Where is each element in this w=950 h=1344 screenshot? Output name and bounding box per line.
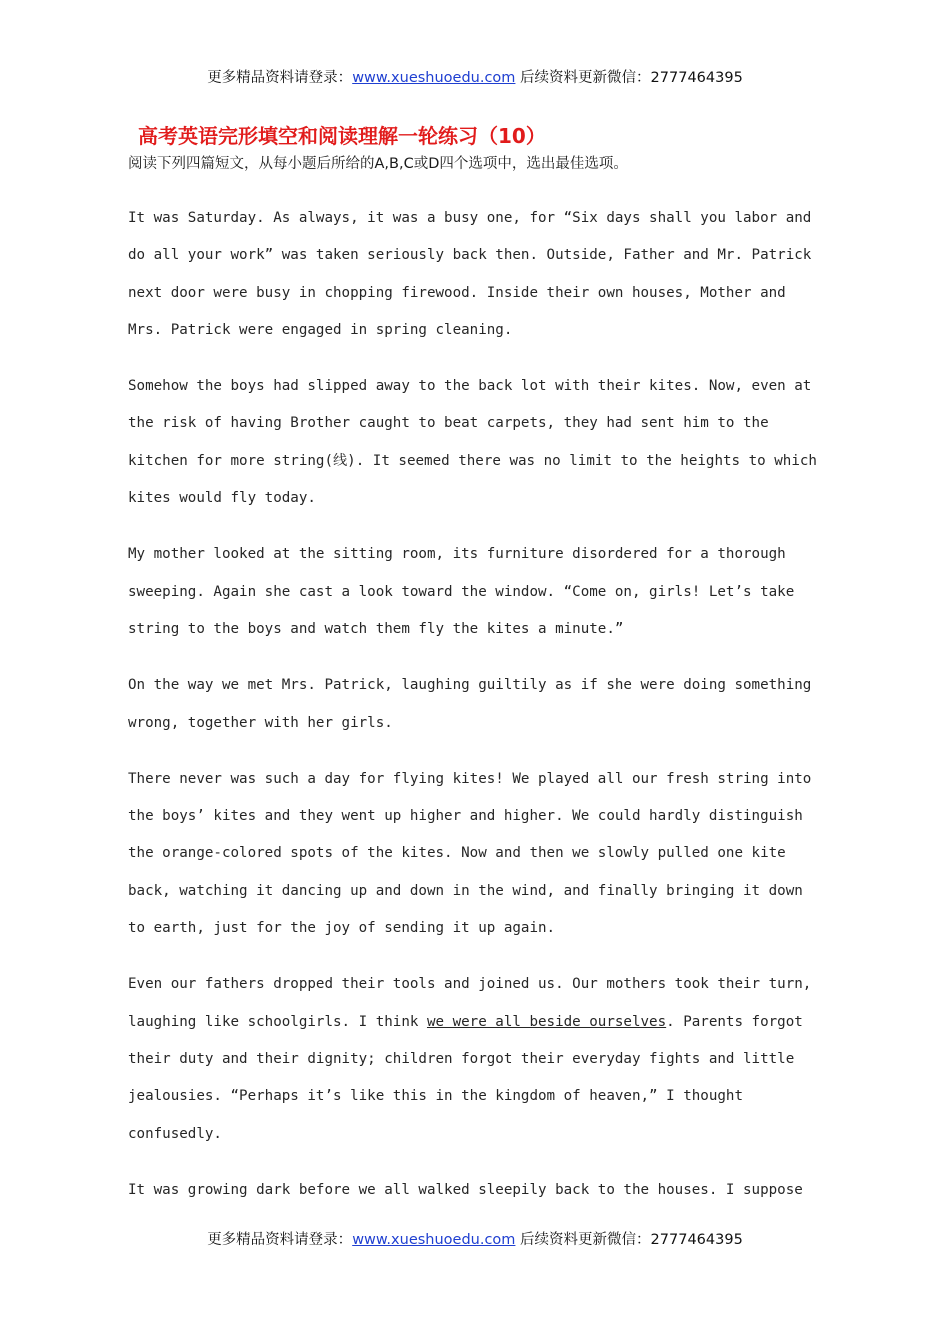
- page-title: 高考英语完形填空和阅读理解一轮练习（10）: [138, 124, 546, 148]
- paragraph-1: [128, 205, 818, 354]
- line-text: . Parents forgot: [666, 1013, 803, 1030]
- paragraph-line: jealousies. “Perhaps it’s like this in the kingdom of heaven,” I thought: [128, 1088, 743, 1105]
- paragraph-line: their duty and their dignity; children forgot their everyday fights and little: [128, 1050, 795, 1067]
- line-text: laughing like schoolgirls. I think: [128, 1013, 427, 1030]
- paragraph-line: kitchen for more string(线). It seemed there was no limit to the heights to which: [128, 452, 817, 469]
- footer-website-link[interactable]: www.xueshuoedu.com: [352, 1232, 516, 1248]
- reading-passage: [128, 205, 818, 1233]
- paragraph-line: Even our fathers dropped their tools and joined us. Our mothers took their turn,: [128, 976, 812, 993]
- underlined-phrase: we were all beside ourselves: [426, 1013, 667, 1030]
- paragraph-line: It was Saturday. As always, it was a busy one, for “Six days shall you labor and: [128, 210, 812, 226]
- paragraph-line: the boys’ kites and they went up higher and higher. We could hardly distinguish: [128, 808, 803, 825]
- paragraph-4: [128, 672, 818, 747]
- footer-suffix: 后续资料更新微信：2777464395: [515, 1232, 743, 1248]
- header-website-link[interactable]: www.xueshuoedu.com: [352, 70, 516, 86]
- paragraph-7: [128, 1177, 818, 1214]
- paragraph-line: sweeping. Again she cast a look toward the window. “Come on, girls! Let’s take: [128, 583, 795, 600]
- paragraph-line: back, watching it dancing up and down in the wind, and finally bringing it down: [128, 882, 803, 899]
- paragraph-line: string to the boys and watch them fly the kites a minute.”: [128, 620, 624, 637]
- instruction-text: 阅读下列四篇短文，从每小题后所给的A,B,C或D四个选项中，选出最佳选项。: [128, 156, 628, 172]
- paragraph-2: [128, 373, 818, 522]
- paragraph-line: On the way we met Mrs. Patrick, laughing guiltily as if she were doing something: [128, 677, 812, 694]
- header-suffix: 后续资料更新微信：2777464395: [515, 70, 743, 86]
- header-prefix: 更多精品资料请登录：: [207, 70, 353, 86]
- paragraph-line: the risk of having Brother caught to beat carpets, they had sent him to the: [128, 415, 769, 432]
- paragraph-line: [128, 1009, 818, 1046]
- footer-prefix: 更多精品资料请登录：: [207, 1232, 353, 1248]
- paragraph-line: kites would fly today.: [128, 490, 316, 507]
- paragraph-5: [128, 766, 818, 952]
- paragraph-3: [128, 541, 818, 653]
- paragraph-line: It was growing dark before we all walked sleepily back to the houses. I suppose: [128, 1181, 803, 1198]
- paragraph-line: wrong, together with her girls.: [128, 714, 393, 731]
- footer-banner: [0, 1228, 950, 1249]
- paragraph-line: Mrs. Patrick were engaged in spring cleaning.: [128, 321, 513, 338]
- paragraph-line: to earth, just for the joy of sending it up again.: [128, 920, 556, 937]
- paragraph-line: confusedly.: [128, 1125, 222, 1142]
- paragraph-line: Somehow the boys had slipped away to the back lot with their kites. Now, even at: [128, 378, 812, 395]
- paragraph-line: next door were busy in chopping firewood. Inside their own houses, Mother and: [128, 284, 786, 301]
- paragraph-line: the orange-colored spots of the kites. Now and then we slowly pulled one kite: [128, 845, 786, 862]
- paragraph-line: There never was such a day for flying kites! We played all our fresh string into: [128, 770, 812, 787]
- paragraph-line: do all your work” was taken seriously back then. Outside, Father and Mr. Patrick: [128, 247, 812, 264]
- paragraph-6: [128, 971, 818, 1157]
- paragraph-line: My mother looked at the sitting room, its furniture disordered for a thorough: [128, 546, 786, 563]
- header-banner: [0, 66, 950, 87]
